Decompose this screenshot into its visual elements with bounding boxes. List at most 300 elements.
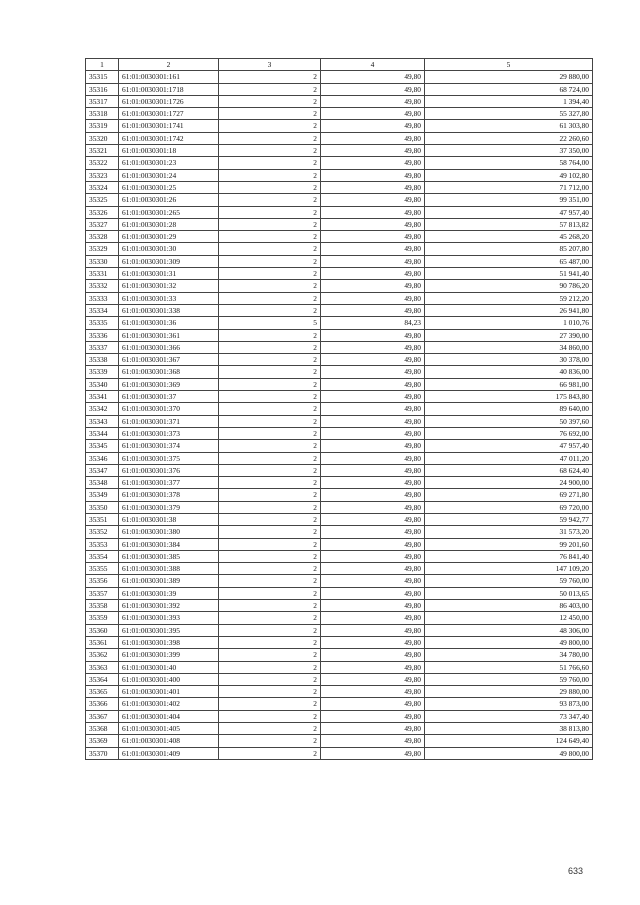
value-cell: 49,80 [321, 747, 425, 759]
cadastral-number-cell: 61:01:0030301:33 [119, 292, 219, 304]
cadastral-number-cell: 61:01:0030301:371 [119, 415, 219, 427]
count-cell: 2 [219, 218, 321, 230]
row-number-cell: 35355 [86, 563, 119, 575]
amount-cell: 69 720,00 [425, 501, 593, 513]
row-number-cell: 35321 [86, 145, 119, 157]
value-cell: 49,80 [321, 145, 425, 157]
table-row [86, 747, 593, 759]
table-row [86, 268, 593, 280]
value-cell: 49,80 [321, 194, 425, 206]
row-number-cell: 35318 [86, 108, 119, 120]
header-col-2: 2 [119, 59, 219, 71]
amount-cell: 71 712,00 [425, 181, 593, 193]
row-number-cell: 35360 [86, 624, 119, 636]
table-header [86, 59, 593, 71]
table-row [86, 710, 593, 722]
table-row [86, 686, 593, 698]
row-number-cell: 35354 [86, 550, 119, 562]
cadastral-number-cell: 61:01:0030301:368 [119, 366, 219, 378]
data-table [85, 58, 593, 760]
row-number-cell: 35357 [86, 587, 119, 599]
table-row [86, 317, 593, 329]
cadastral-number-cell: 61:01:0030301:370 [119, 403, 219, 415]
row-number-cell: 35317 [86, 95, 119, 107]
row-number-cell: 35334 [86, 304, 119, 316]
row-number-cell: 35326 [86, 206, 119, 218]
count-cell: 2 [219, 329, 321, 341]
amount-cell: 26 941,80 [425, 304, 593, 316]
count-cell: 2 [219, 649, 321, 661]
cadastral-number-cell: 61:01:0030301:399 [119, 649, 219, 661]
table-row [86, 538, 593, 550]
amount-cell: 49 800,00 [425, 636, 593, 648]
table-row [86, 145, 593, 157]
amount-cell: 38 813,80 [425, 723, 593, 735]
value-cell: 49,80 [321, 624, 425, 636]
count-cell: 2 [219, 723, 321, 735]
count-cell: 2 [219, 145, 321, 157]
count-cell: 2 [219, 624, 321, 636]
value-cell: 49,80 [321, 649, 425, 661]
row-number-cell: 35362 [86, 649, 119, 661]
row-number-cell: 35361 [86, 636, 119, 648]
amount-cell: 1 010,76 [425, 317, 593, 329]
table-row [86, 169, 593, 181]
amount-cell: 34 860,00 [425, 341, 593, 353]
amount-cell: 31 573,20 [425, 526, 593, 538]
count-cell: 2 [219, 157, 321, 169]
row-number-cell: 35343 [86, 415, 119, 427]
value-cell: 49,80 [321, 218, 425, 230]
value-cell: 49,80 [321, 477, 425, 489]
row-number-cell: 35352 [86, 526, 119, 538]
count-cell: 2 [219, 477, 321, 489]
row-number-cell: 35329 [86, 243, 119, 255]
amount-cell: 73 347,40 [425, 710, 593, 722]
table-row [86, 723, 593, 735]
amount-cell: 59 212,20 [425, 292, 593, 304]
row-number-cell: 35337 [86, 341, 119, 353]
table-row [86, 464, 593, 476]
row-number-cell: 35368 [86, 723, 119, 735]
table-row [86, 673, 593, 685]
row-number-cell: 35327 [86, 218, 119, 230]
amount-cell: 49 102,80 [425, 169, 593, 181]
count-cell: 2 [219, 538, 321, 550]
table-row [86, 415, 593, 427]
table-row [86, 477, 593, 489]
amount-cell: 69 271,80 [425, 489, 593, 501]
value-cell: 49,80 [321, 403, 425, 415]
cadastral-number-cell: 61:01:0030301:402 [119, 698, 219, 710]
value-cell: 49,80 [321, 95, 425, 107]
cadastral-number-cell: 61:01:0030301:380 [119, 526, 219, 538]
cadastral-number-cell: 61:01:0030301:379 [119, 501, 219, 513]
table-row [86, 341, 593, 353]
cadastral-number-cell: 61:01:0030301:37 [119, 391, 219, 403]
amount-cell: 59 760,00 [425, 575, 593, 587]
header-col-1: 1 [86, 59, 119, 71]
count-cell: 2 [219, 747, 321, 759]
count-cell: 2 [219, 292, 321, 304]
count-cell: 2 [219, 563, 321, 575]
table-row [86, 649, 593, 661]
table-row [86, 636, 593, 648]
cadastral-number-cell: 61:01:0030301:409 [119, 747, 219, 759]
cadastral-number-cell: 61:01:0030301:401 [119, 686, 219, 698]
cadastral-number-cell: 61:01:0030301:1727 [119, 108, 219, 120]
count-cell: 2 [219, 612, 321, 624]
table-row [86, 661, 593, 673]
amount-cell: 29 880,00 [425, 71, 593, 83]
amount-cell: 68 724,00 [425, 83, 593, 95]
table-row [86, 181, 593, 193]
count-cell: 2 [219, 206, 321, 218]
row-number-cell: 35366 [86, 698, 119, 710]
table-row [86, 501, 593, 513]
table-row [86, 292, 593, 304]
value-cell: 49,80 [321, 108, 425, 120]
amount-cell: 66 981,00 [425, 378, 593, 390]
value-cell: 49,80 [321, 587, 425, 599]
row-number-cell: 35359 [86, 612, 119, 624]
value-cell: 49,80 [321, 292, 425, 304]
cadastral-number-cell: 61:01:0030301:395 [119, 624, 219, 636]
count-cell: 2 [219, 354, 321, 366]
cadastral-number-cell: 61:01:0030301:309 [119, 255, 219, 267]
count-cell: 2 [219, 71, 321, 83]
table-row [86, 132, 593, 144]
amount-cell: 99 351,00 [425, 194, 593, 206]
count-cell: 2 [219, 280, 321, 292]
row-number-cell: 35324 [86, 181, 119, 193]
amount-cell: 29 880,00 [425, 686, 593, 698]
count-cell: 2 [219, 673, 321, 685]
row-number-cell: 35316 [86, 83, 119, 95]
table-row [86, 329, 593, 341]
amount-cell: 57 813,82 [425, 218, 593, 230]
page-number: 633 [568, 866, 584, 876]
value-cell: 49,80 [321, 71, 425, 83]
table-row [86, 366, 593, 378]
amount-cell: 49 800,00 [425, 747, 593, 759]
cadastral-number-cell: 61:01:0030301:400 [119, 673, 219, 685]
amount-cell: 147 109,20 [425, 563, 593, 575]
cadastral-number-cell: 61:01:0030301:338 [119, 304, 219, 316]
value-cell: 49,80 [321, 673, 425, 685]
value-cell: 49,80 [321, 366, 425, 378]
row-number-cell: 35370 [86, 747, 119, 759]
cadastral-number-cell: 61:01:0030301:374 [119, 440, 219, 452]
value-cell: 49,80 [321, 526, 425, 538]
value-cell: 49,80 [321, 243, 425, 255]
cadastral-number-cell: 61:01:0030301:376 [119, 464, 219, 476]
row-number-cell: 35340 [86, 378, 119, 390]
row-number-cell: 35342 [86, 403, 119, 415]
value-cell: 49,80 [321, 686, 425, 698]
table-row [86, 489, 593, 501]
value-cell: 49,80 [321, 378, 425, 390]
row-number-cell: 35336 [86, 329, 119, 341]
cadastral-number-cell: 61:01:0030301:378 [119, 489, 219, 501]
cadastral-number-cell: 61:01:0030301:408 [119, 735, 219, 747]
value-cell: 49,80 [321, 636, 425, 648]
table-row [86, 698, 593, 710]
value-cell: 49,80 [321, 698, 425, 710]
count-cell: 2 [219, 243, 321, 255]
count-cell: 2 [219, 587, 321, 599]
row-number-cell: 35353 [86, 538, 119, 550]
row-number-cell: 35349 [86, 489, 119, 501]
row-number-cell: 35363 [86, 661, 119, 673]
amount-cell: 85 207,80 [425, 243, 593, 255]
amount-cell: 47 957,40 [425, 440, 593, 452]
value-cell: 84,23 [321, 317, 425, 329]
value-cell: 49,80 [321, 181, 425, 193]
row-number-cell: 35344 [86, 427, 119, 439]
cadastral-number-cell: 61:01:0030301:1742 [119, 132, 219, 144]
amount-cell: 50 013,65 [425, 587, 593, 599]
count-cell: 2 [219, 181, 321, 193]
count-cell: 2 [219, 526, 321, 538]
amount-cell: 24 900,00 [425, 477, 593, 489]
count-cell: 2 [219, 132, 321, 144]
amount-cell: 51 941,40 [425, 268, 593, 280]
table-row [86, 550, 593, 562]
value-cell: 49,80 [321, 169, 425, 181]
amount-cell: 89 640,00 [425, 403, 593, 415]
amount-cell: 61 303,80 [425, 120, 593, 132]
cadastral-number-cell: 61:01:0030301:32 [119, 280, 219, 292]
amount-cell: 124 649,40 [425, 735, 593, 747]
table-row [86, 231, 593, 243]
amount-cell: 65 487,00 [425, 255, 593, 267]
count-cell: 2 [219, 194, 321, 206]
table-body [86, 71, 593, 760]
table-row [86, 624, 593, 636]
table-row [86, 378, 593, 390]
cadastral-number-cell: 61:01:0030301:265 [119, 206, 219, 218]
count-cell: 2 [219, 83, 321, 95]
count-cell: 2 [219, 464, 321, 476]
value-cell: 49,80 [321, 575, 425, 587]
table-row [86, 255, 593, 267]
table-row [86, 83, 593, 95]
count-cell: 2 [219, 661, 321, 673]
cadastral-number-cell: 61:01:0030301:1718 [119, 83, 219, 95]
count-cell: 2 [219, 391, 321, 403]
amount-cell: 175 843,80 [425, 391, 593, 403]
cadastral-number-cell: 61:01:0030301:385 [119, 550, 219, 562]
count-cell: 2 [219, 120, 321, 132]
row-number-cell: 35356 [86, 575, 119, 587]
amount-cell: 40 836,00 [425, 366, 593, 378]
cadastral-number-cell: 61:01:0030301:39 [119, 587, 219, 599]
value-cell: 49,80 [321, 391, 425, 403]
amount-cell: 59 942,77 [425, 513, 593, 525]
amount-cell: 99 201,60 [425, 538, 593, 550]
value-cell: 49,80 [321, 83, 425, 95]
cadastral-number-cell: 61:01:0030301:40 [119, 661, 219, 673]
amount-cell: 48 306,00 [425, 624, 593, 636]
amount-cell: 55 327,80 [425, 108, 593, 120]
value-cell: 49,80 [321, 563, 425, 575]
amount-cell: 68 624,40 [425, 464, 593, 476]
amount-cell: 37 350,00 [425, 145, 593, 157]
amount-cell: 51 766,60 [425, 661, 593, 673]
value-cell: 49,80 [321, 600, 425, 612]
cadastral-number-cell: 61:01:0030301:373 [119, 427, 219, 439]
value-cell: 49,80 [321, 612, 425, 624]
value-cell: 49,80 [321, 120, 425, 132]
table-row [86, 304, 593, 316]
value-cell: 49,80 [321, 440, 425, 452]
count-cell: 2 [219, 710, 321, 722]
table-row [86, 108, 593, 120]
value-cell: 49,80 [321, 354, 425, 366]
amount-cell: 45 268,20 [425, 231, 593, 243]
amount-cell: 76 692,00 [425, 427, 593, 439]
row-number-cell: 35341 [86, 391, 119, 403]
value-cell: 49,80 [321, 538, 425, 550]
amount-cell: 22 260,60 [425, 132, 593, 144]
value-cell: 49,80 [321, 710, 425, 722]
amount-cell: 58 764,00 [425, 157, 593, 169]
count-cell: 2 [219, 341, 321, 353]
table-row [86, 452, 593, 464]
cadastral-number-cell: 61:01:0030301:26 [119, 194, 219, 206]
header-col-4: 4 [321, 59, 425, 71]
count-cell: 2 [219, 440, 321, 452]
table-row [86, 526, 593, 538]
count-cell: 2 [219, 600, 321, 612]
amount-cell: 47 957,40 [425, 206, 593, 218]
value-cell: 49,80 [321, 255, 425, 267]
count-cell: 2 [219, 403, 321, 415]
count-cell: 2 [219, 304, 321, 316]
value-cell: 49,80 [321, 452, 425, 464]
amount-cell: 12 450,00 [425, 612, 593, 624]
value-cell: 49,80 [321, 427, 425, 439]
value-cell: 49,80 [321, 231, 425, 243]
count-cell: 2 [219, 489, 321, 501]
table-row [86, 427, 593, 439]
table-row [86, 440, 593, 452]
amount-cell: 86 403,00 [425, 600, 593, 612]
count-cell: 2 [219, 698, 321, 710]
header-col-5: 5 [425, 59, 593, 71]
value-cell: 49,80 [321, 723, 425, 735]
amount-cell: 76 841,40 [425, 550, 593, 562]
table-row [86, 575, 593, 587]
count-cell: 2 [219, 378, 321, 390]
count-cell: 2 [219, 268, 321, 280]
cadastral-number-cell: 61:01:0030301:25 [119, 181, 219, 193]
count-cell: 2 [219, 95, 321, 107]
value-cell: 49,80 [321, 735, 425, 747]
value-cell: 49,80 [321, 661, 425, 673]
count-cell: 2 [219, 686, 321, 698]
cadastral-number-cell: 61:01:0030301:18 [119, 145, 219, 157]
table-row [86, 218, 593, 230]
row-number-cell: 35315 [86, 71, 119, 83]
amount-cell: 50 397,60 [425, 415, 593, 427]
cadastral-number-cell: 61:01:0030301:161 [119, 71, 219, 83]
value-cell: 49,80 [321, 415, 425, 427]
row-number-cell: 35323 [86, 169, 119, 181]
row-number-cell: 35346 [86, 452, 119, 464]
value-cell: 49,80 [321, 304, 425, 316]
table-row [86, 354, 593, 366]
cadastral-number-cell: 61:01:0030301:377 [119, 477, 219, 489]
count-cell: 5 [219, 317, 321, 329]
row-number-cell: 35338 [86, 354, 119, 366]
table-row [86, 157, 593, 169]
count-cell: 2 [219, 415, 321, 427]
row-number-cell: 35350 [86, 501, 119, 513]
cadastral-number-cell: 61:01:0030301:366 [119, 341, 219, 353]
count-cell: 2 [219, 735, 321, 747]
cadastral-number-cell: 61:01:0030301:404 [119, 710, 219, 722]
value-cell: 49,80 [321, 280, 425, 292]
cadastral-number-cell: 61:01:0030301:393 [119, 612, 219, 624]
count-cell: 2 [219, 108, 321, 120]
header-col-3: 3 [219, 59, 321, 71]
count-cell: 2 [219, 501, 321, 513]
cadastral-number-cell: 61:01:0030301:388 [119, 563, 219, 575]
cadastral-number-cell: 61:01:0030301:31 [119, 268, 219, 280]
cadastral-number-cell: 61:01:0030301:375 [119, 452, 219, 464]
value-cell: 49,80 [321, 341, 425, 353]
count-cell: 2 [219, 255, 321, 267]
table-row [86, 513, 593, 525]
cadastral-number-cell: 61:01:0030301:30 [119, 243, 219, 255]
amount-cell: 1 394,40 [425, 95, 593, 107]
amount-cell: 47 011,20 [425, 452, 593, 464]
row-number-cell: 35333 [86, 292, 119, 304]
value-cell: 49,80 [321, 206, 425, 218]
table-row [86, 71, 593, 83]
cadastral-number-cell: 61:01:0030301:24 [119, 169, 219, 181]
row-number-cell: 35319 [86, 120, 119, 132]
table-row [86, 280, 593, 292]
row-number-cell: 35358 [86, 600, 119, 612]
count-cell: 2 [219, 513, 321, 525]
cadastral-number-cell: 61:01:0030301:384 [119, 538, 219, 550]
count-cell: 2 [219, 550, 321, 562]
cadastral-number-cell: 61:01:0030301:36 [119, 317, 219, 329]
row-number-cell: 35339 [86, 366, 119, 378]
row-number-cell: 35320 [86, 132, 119, 144]
table-row [86, 95, 593, 107]
table-row [86, 735, 593, 747]
cadastral-number-cell: 61:01:0030301:28 [119, 218, 219, 230]
row-number-cell: 35328 [86, 231, 119, 243]
value-cell: 49,80 [321, 513, 425, 525]
table-row [86, 243, 593, 255]
amount-cell: 59 760,00 [425, 673, 593, 685]
count-cell: 2 [219, 231, 321, 243]
amount-cell: 93 873,00 [425, 698, 593, 710]
row-number-cell: 35335 [86, 317, 119, 329]
cadastral-number-cell: 61:01:0030301:1726 [119, 95, 219, 107]
cadastral-number-cell: 61:01:0030301:1741 [119, 120, 219, 132]
row-number-cell: 35331 [86, 268, 119, 280]
value-cell: 49,80 [321, 268, 425, 280]
value-cell: 49,80 [321, 132, 425, 144]
cadastral-number-cell: 61:01:0030301:361 [119, 329, 219, 341]
count-cell: 2 [219, 452, 321, 464]
